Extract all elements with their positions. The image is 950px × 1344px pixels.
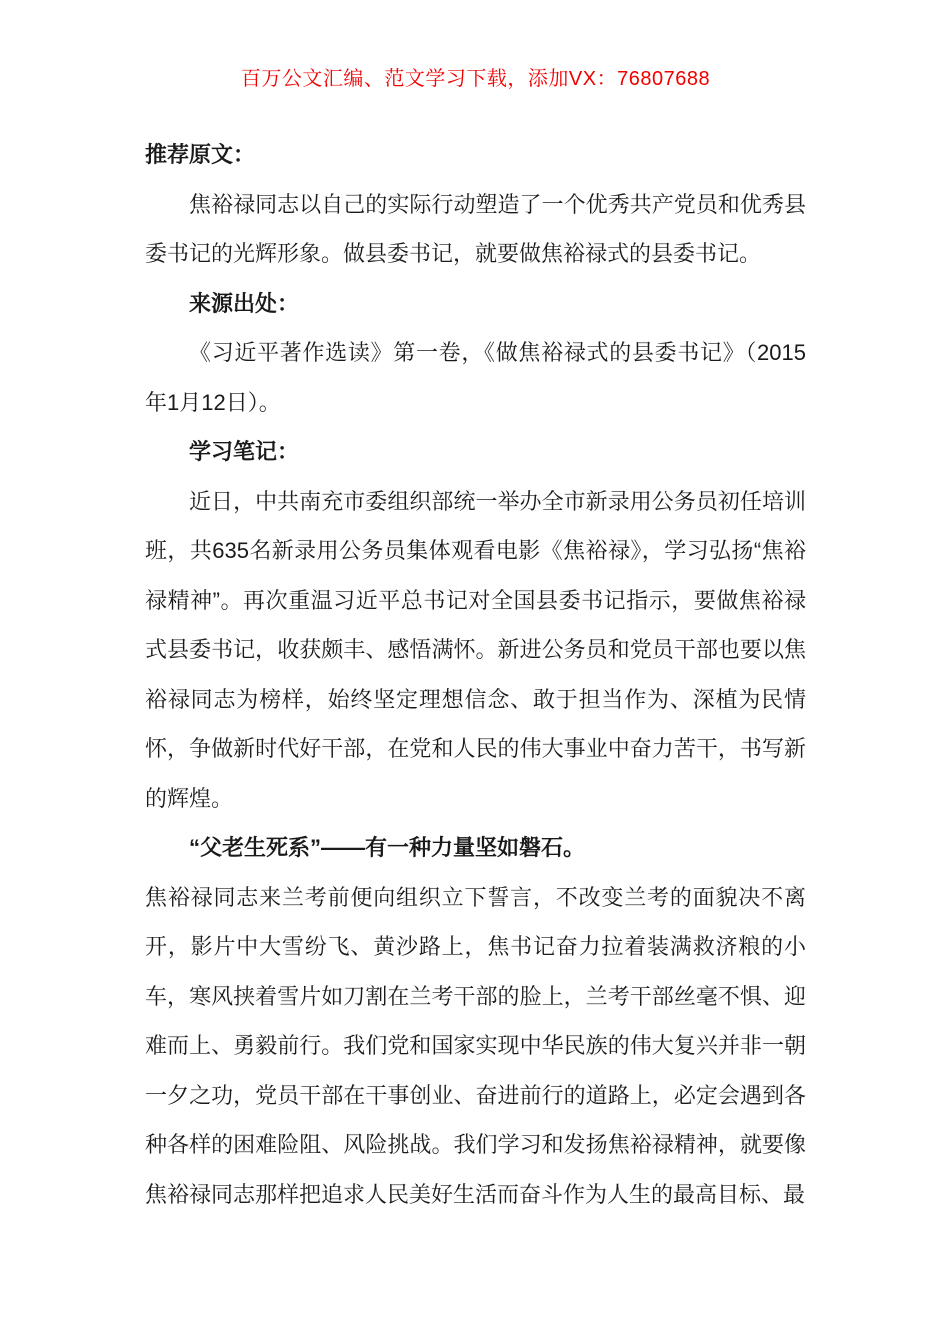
paragraph-study-notes: 近日，中共南充市委组织部统一举办全市新录用公务员初任培训班，共635名新录用公务员集体观看电影《焦裕禄》，学习弘扬“焦裕禄精神”。再次重温习近平总书记对全国县委书记指示，要做焦裕禄式县委书记，收获颇丰、感悟满怀。新进公务员和党员干部也要以焦裕禄同志为榜样，始终坚定理想信念、敢于担当作为、深植为民情怀，争做新时代好干部，在党和人民的伟大事业中奋力苦干，书写新的辉煌。 [145,488,806,811]
paragraph-source-citation: 《习近平著作选读》第一卷，《做焦裕禄式的县委书记》（2015年1月12日）。 [145,340,806,415]
document-body [145,130,806,1219]
section-heading-study-notes: 学习笔记： [189,439,300,464]
section-heading-recommended-text: 推荐原文： [145,142,256,167]
promo-banner: 百万公文汇编、范文学习下载，添加VX：76807688 [240,68,711,90]
section-heading-source: 来源出处： [189,290,300,316]
paragraph-quote-original: 焦裕禄同志以自己的实际行动塑造了一个优秀共产党员和优秀县委书记的光辉形象。做县委书记，就要做焦裕禄式的县委书记。 [145,191,806,266]
subheading-quote-strength: “父老生死系”——有一种力量坚如磐石。 [189,835,586,860]
paragraph-lankao-story: 焦裕禄同志来兰考前便向组织立下誓言，不改变兰考的面貌决不离开，影片中大雪纷飞、黄沙路上，焦书记奋力拉着装满救济粮的小车，寒风挟着雪片如刀割在兰考干部的脸上，兰考干部丝毫不惧、迎难而上、勇毅前行。我们党和国家实现中华民族的伟大复兴并非一朝一夕之功，党员干部在干事创业、奋进前行的道路上，必定会遇到各种各样的困难险阻、风险挑战。我们学习和发扬焦裕禄精神，就要像焦裕禄同志那样把追求人民美好生活而奋斗作为人生的最高目标、最 [145,884,806,1207]
